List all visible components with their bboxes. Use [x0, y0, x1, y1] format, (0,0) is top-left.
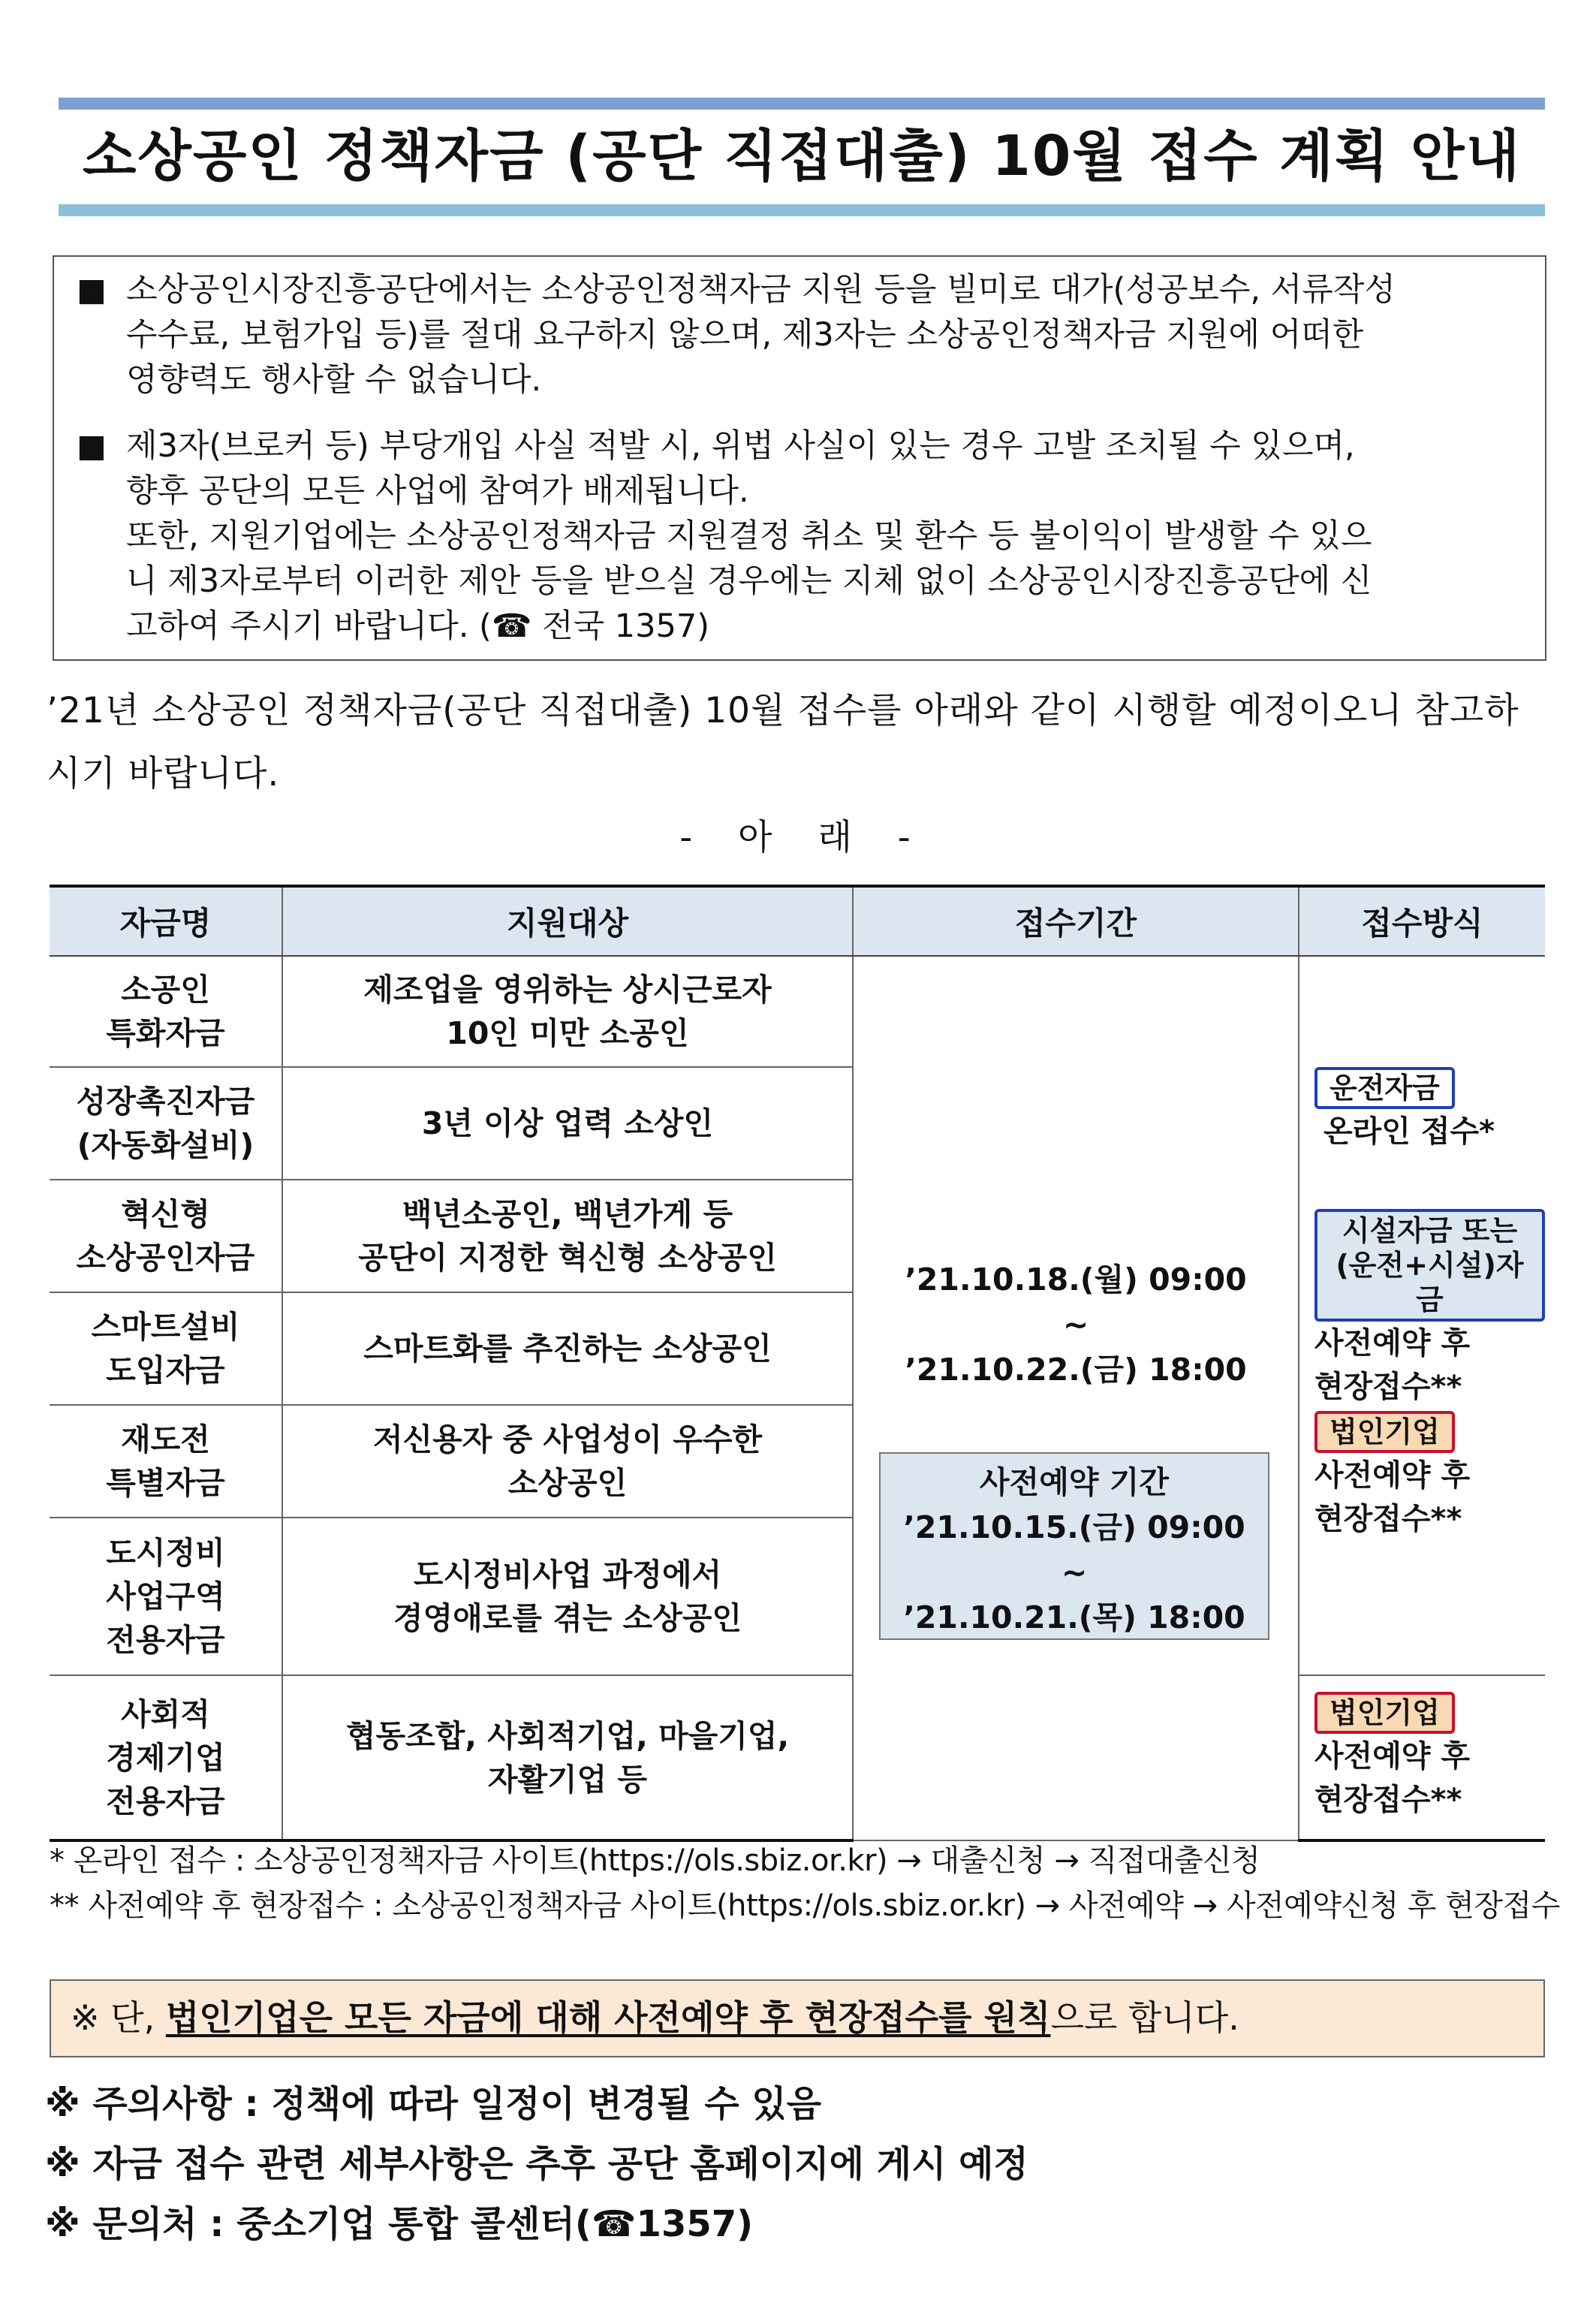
- target-line: 소상공인: [507, 1465, 628, 1501]
- method-corporation-social: [1314, 1691, 1470, 1822]
- notice-line: 수수료, 보험가입 등)를 절대 요구하지 않으며, 제3자는 소상공인정책자금 지원에 어떠한: [126, 316, 1364, 354]
- square-bullet-icon: ■: [77, 427, 107, 464]
- target-cell: [282, 956, 853, 1067]
- target-line: 경영애로를 겪는 소상공인: [393, 1600, 742, 1636]
- fund-name-line: 사업구역: [106, 1578, 225, 1614]
- fund-name-line: 성장촉진자금: [76, 1084, 255, 1120]
- section-heading: - 아 래 -: [679, 817, 917, 858]
- target-line: 백년소공인, 백년가게 등: [402, 1196, 733, 1232]
- fund-name-cell: [50, 1180, 282, 1292]
- target-line: 스마트화를 추진하는 소상공인: [363, 1331, 772, 1367]
- method-text: 현장접수**: [1314, 1783, 1462, 1817]
- fund-name-line: 스마트설비: [91, 1309, 240, 1345]
- method-text: 온라인 접수*: [1323, 1114, 1495, 1149]
- corp-note-emphasis: 법인기업은 모든 자금에 대해 사전예약 후 현장접수를 원칙: [165, 1997, 1051, 2038]
- method-text: 현장접수**: [1314, 1502, 1462, 1536]
- corporation-note-box: [50, 1979, 1545, 2057]
- target-line: 도시정비사업 과정에서: [413, 1557, 722, 1593]
- title-banner: [59, 98, 1545, 218]
- target-cell: [282, 1518, 853, 1675]
- tag-corporation: 법인기업: [1314, 1692, 1455, 1734]
- bottom-notes: [45, 2074, 1546, 2254]
- notice-line: 소상공인시장진흥공단에서는 소상공인정책자금 지원 등을 빌미로 대가(성공보수, 서류작성: [126, 271, 1396, 309]
- target-line: 10인 미만 소공인: [446, 1015, 689, 1051]
- intro-paragraph: [47, 680, 1555, 806]
- target-cell: [282, 1067, 853, 1180]
- target-line: 저신용자 중 사업성이 우수한: [372, 1421, 763, 1457]
- fund-name-line: 전용자금: [106, 1783, 225, 1819]
- header-fund-name: 자금명: [50, 886, 282, 956]
- fund-name-line: (자동화설비): [77, 1127, 254, 1163]
- fund-name-line: 도시정비: [106, 1535, 225, 1571]
- prebook-period-box: [879, 1452, 1269, 1640]
- method-corporation: [1314, 1410, 1470, 1541]
- notice-line: 제3자(브로커 등) 부당개입 사실 적발 시, 위법 사실이 있는 경우 고발 조치될 수 있으며,: [126, 427, 1355, 465]
- fund-name-cell: [50, 1405, 282, 1518]
- prebook-end: ’21.10.21.(목) 18:00: [903, 1599, 1245, 1635]
- tag-line: 시설자금 또는: [1342, 1214, 1518, 1247]
- fund-name-cell: [50, 956, 282, 1067]
- fund-name-line: 재도전: [121, 1421, 210, 1457]
- fund-name-line: 특화자금: [106, 1015, 225, 1051]
- table-footnotes: [50, 1838, 1560, 1928]
- target-cell: [282, 1180, 853, 1292]
- target-cell: [282, 1405, 853, 1518]
- method-text: 현장접수**: [1314, 1370, 1462, 1404]
- fund-name-line: 경제기업: [106, 1739, 225, 1776]
- target-line: 제조업을 영위하는 상시근로자: [363, 972, 772, 1008]
- notice-line: 고하여 주시기 바랍니다. (☎ 전국 1357): [126, 607, 710, 645]
- corp-note-suffix: 으로 합니다.: [1050, 1997, 1239, 2038]
- notice-paragraph-2: [77, 424, 1522, 649]
- tag-facility-capital: [1314, 1209, 1545, 1322]
- prebook-start: ’21.10.15.(금) 09:00: [903, 1509, 1245, 1545]
- fund-name-line: 전용자금: [106, 1622, 225, 1658]
- note-contact: ※ 문의처 : 중소기업 통합 콜센터(☎1357): [45, 2203, 754, 2245]
- prebook-tilde: ~: [1061, 1554, 1088, 1590]
- target-line: 공단이 지정한 혁신형 소상공인: [358, 1240, 777, 1276]
- notice-paragraph-1: [77, 267, 1522, 402]
- fund-name-line: 사회적: [121, 1696, 210, 1732]
- method-text: 사전예약 후: [1314, 1326, 1471, 1361]
- notice-line: 향후 공단의 모든 사업에 참여가 배제됩니다.: [126, 472, 749, 510]
- fund-name-cell: [50, 1292, 282, 1405]
- note-details: ※ 자금 접수 관련 세부사항은 추후 공단 홈페이지에 게시 예정: [45, 2143, 1028, 2185]
- header-target: 지원대상: [282, 886, 853, 956]
- fund-schedule-table: [50, 885, 1545, 1842]
- target-line: 협동조합, 사회적기업, 마을기업,: [345, 1717, 790, 1754]
- method-cell: [1299, 956, 1545, 1675]
- period-start: ’21.10.18.(월) 09:00: [905, 1262, 1247, 1298]
- page-title: 소상공인 정책자금 (공단 직접대출) 10월 접수 계획 안내: [82, 124, 1522, 188]
- tag-working-capital: 운전자금: [1314, 1067, 1455, 1109]
- fund-name-cell: [50, 1518, 282, 1675]
- table-row: [50, 1675, 1545, 1840]
- method-working-capital: [1314, 1066, 1495, 1153]
- fund-name-cell: [50, 1675, 282, 1840]
- method-cell-social: [1299, 1675, 1545, 1840]
- method-facility-capital: [1314, 1209, 1545, 1409]
- method-text: 사전예약 후: [1314, 1458, 1471, 1493]
- intro-line: ’21년 소상공인 정책자금(공단 직접대출) 10월 접수를 아래와 같이 시행할 예정이오니 참고하: [47, 690, 1519, 731]
- notice-line: 또한, 지원기업에는 소상공인정책자금 지원결정 취소 및 환수 등 불이익이 발생할 수 있으: [126, 517, 1372, 555]
- method-text: 사전예약 후: [1314, 1739, 1471, 1774]
- target-line: 자활기업 등: [487, 1761, 648, 1798]
- table-row: [50, 956, 1545, 1067]
- prebook-title: 사전예약 기간: [980, 1464, 1169, 1500]
- square-bullet-icon: ■: [77, 271, 107, 308]
- fund-name-line: 도입자금: [106, 1352, 225, 1388]
- corp-note-prefix: ※ 단,: [71, 1997, 166, 2038]
- fund-name-line: 소상공인자금: [76, 1240, 255, 1276]
- target-cell: [282, 1675, 853, 1840]
- header-period: 접수기간: [853, 886, 1299, 956]
- notice-line: 니 제3자로부터 이러한 제안 등을 받으실 경우에는 지체 없이 소상공인시장진흥공단에 신: [126, 562, 1372, 600]
- receipt-period: [854, 1257, 1298, 1392]
- footnote-online: * 온라인 접수 : 소상공인정책자금 사이트(https://ols.sbiz.or.kr) → 대출신청 → 직접대출신청: [50, 1843, 1260, 1878]
- table-header-row: [50, 886, 1545, 956]
- warning-notice-box: [53, 255, 1546, 661]
- intro-line: 시기 바랍니다.: [47, 753, 280, 794]
- tag-line: (운전+시설)자금: [1336, 1249, 1524, 1316]
- footnote-onsite: ** 사전예약 후 현장접수 : 소상공인정책자금 사이트(https://ols.sbiz.or.kr) → 사전예약 → 사전예약신청 후 현장접수: [50, 1889, 1560, 1923]
- period-cell: [853, 956, 1299, 1840]
- target-line: 3년 이상 업력 소상인: [421, 1105, 714, 1141]
- period-end: ’21.10.22.(금) 18:00: [905, 1352, 1247, 1388]
- note-caution: ※ 주의사항 : 정책에 따라 일정이 변경될 수 있음: [45, 2083, 822, 2125]
- fund-name-line: 혁신형: [121, 1196, 210, 1232]
- title-top-rule: [59, 98, 1545, 110]
- header-method: 접수방식: [1299, 886, 1545, 956]
- target-cell: [282, 1292, 853, 1405]
- period-tilde: ~: [1062, 1307, 1089, 1343]
- fund-name-line: 특별자금: [106, 1465, 225, 1501]
- fund-name-cell: [50, 1067, 282, 1180]
- notice-line: 영향력도 행사할 수 없습니다.: [126, 361, 542, 399]
- fund-name-line: 소공인: [121, 972, 210, 1008]
- title-bottom-rule: [59, 204, 1545, 216]
- tag-corporation: 법인기업: [1314, 1411, 1455, 1453]
